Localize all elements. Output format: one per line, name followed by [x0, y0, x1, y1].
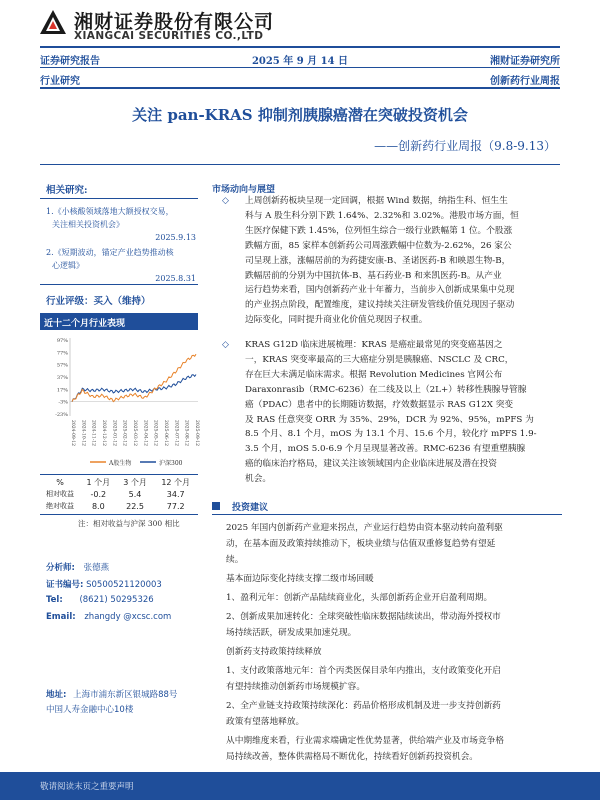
table-note: 注：相对收益与沪深 300 相比 — [78, 519, 180, 528]
kras-paragraph — [245, 338, 563, 487]
company-logo-icon — [38, 8, 68, 38]
performance-chart — [40, 332, 200, 472]
page-subtitle: ——创新药行业周报（9.8-9.13） — [374, 139, 556, 153]
text-line: 运行趋势来看，国内创新药产业十年蓄力，当前步入创新成果集中兑现 — [245, 285, 515, 296]
x-tick-label: 2025-03-12 — [132, 420, 137, 446]
y-tick-label: -23% — [55, 412, 68, 418]
row-label: 绝对收益 — [46, 502, 74, 510]
series-line-hs300 — [72, 375, 196, 402]
analyst-address-line: 上海市浦东新区银城路88号 — [73, 690, 178, 700]
text-line: 跌幅居前的分别为中国抗体-B、基石药业-B 和来凯医药-B。从产业 — [245, 270, 502, 281]
text-line: 8.5 个月、8.1 个月，mOS 为 13.1 个月、15.6 个月，较化疗 mPFS 1.9- — [245, 429, 537, 440]
x-tick-label: 2024-12-12 — [101, 420, 106, 446]
analyst-address — [46, 688, 177, 700]
text-line: 癌（PDAC）患者中的长期随访数据，疗效数据显示 RAS G12X 突变 — [245, 399, 514, 410]
x-tick-label: 2025-02-12 — [121, 420, 127, 446]
x-tick-label: 2025-04-12 — [142, 420, 148, 446]
text-line: 及 RAS 任意突变 ORR 为 35%、29%，DCR 为 92%、95%，mPFS 为 — [245, 414, 534, 425]
analyst-email-label: Email: — [46, 612, 76, 622]
analyst-cert — [46, 578, 162, 590]
table-row — [40, 488, 198, 500]
text-line: 从中期维度来看，行业需求端确定性优势显著，供给端产业及市场竞争格 — [226, 736, 504, 746]
y-tick-label: 57% — [56, 362, 68, 369]
x-tick-label: 2024-09-12 — [70, 420, 75, 446]
series-line-bio — [72, 354, 196, 402]
text-line: 政策有望落地释放。 — [226, 717, 305, 727]
text-line: 续。 — [226, 555, 244, 565]
text-line: 一，KRAS 突变率最高的三大癌症分别是胰腺癌、NSCLC 及 CRC， — [245, 354, 514, 365]
related-item-date: 2025.8.31 — [155, 274, 196, 283]
related-item-date: 2025.9.13 — [155, 233, 196, 242]
analyst-name — [46, 561, 109, 573]
related-item-line: 心逻辑》 — [52, 261, 84, 270]
analyst-tel-label: Tel: — [46, 595, 63, 605]
x-tick-label: 2024-10-12 — [80, 420, 86, 446]
y-tick-label: -3% — [58, 399, 68, 406]
title-divider — [40, 164, 560, 165]
page-title: 关注 pan-KRAS 抑制剂胰腺癌潜在突破投资机会 — [132, 106, 468, 124]
market-paragraph — [245, 194, 563, 328]
table-header-row — [40, 476, 198, 488]
table-cell: 22.5 — [126, 501, 144, 511]
table-header-cell: 1 个月 — [86, 477, 111, 487]
text-line: 的产业拐点阶段，配置维度，建议持续关注研发管线价值兑现因子驱动 — [245, 300, 515, 311]
analyst-address-line: 中国人寿金融中心10楼 — [46, 705, 134, 715]
text-line: 司呈现上涨，涨幅居前的为药捷安康-B、圣诺医药-B 和映恩生物-B， — [245, 255, 511, 266]
section-heading-market: 市场动向与展望 — [212, 185, 276, 195]
x-tick-label: 2025-06-12 — [163, 420, 168, 446]
text-line: 癌的临床治疗格局，建议关注该领域国内企业临床进展及潜在投资 — [245, 459, 497, 470]
bullet-icon: ◇ — [222, 340, 229, 350]
related-item-line: 关注相关投资机会》 — [52, 220, 124, 229]
text-line: 场持续活跃，研发成果加速兑现。 — [226, 628, 357, 638]
investment-body — [226, 520, 564, 765]
text-line: 跌幅方面，85 家样本创新药公司周涨跌幅中位数为-2.62%，26 家公 — [245, 240, 512, 251]
analyst-email[interactable] — [46, 612, 171, 622]
analyst-cert-value: S0500521120003 — [86, 580, 162, 590]
table-header-cell: 3 个月 — [123, 477, 147, 487]
text-line: 边际变化，同时提升商业化价值兑现因子权重。 — [245, 315, 428, 326]
table-cell: 8.0 — [91, 501, 105, 511]
related-divider — [40, 198, 198, 199]
report-date: 2025 年 9 月 14 日 — [251, 56, 349, 67]
header-divider — [40, 67, 560, 68]
text-line: 上周创新药板块呈现一定回调，根据 Wind 数据，纳指生科、恒生生 — [245, 196, 508, 206]
text-line: KRAS G12D 临床进展梳理：KRAS 是癌症最常见的突变癌基因之 — [245, 340, 503, 350]
table-cell: 34.7 — [166, 489, 185, 499]
table-bottom-rule — [40, 514, 198, 515]
text-line: 创新药支持政策持续释放 — [226, 647, 322, 657]
text-line: 动，在基本面及政策持续推动下，板块业绩与估值双重修复趋势有望延 — [226, 539, 496, 549]
section-marker-icon — [212, 502, 220, 510]
table-cell: 5.4 — [128, 489, 142, 499]
performance-table — [40, 476, 198, 512]
text-line: 存在巨大未满足临床需求。根据 Revolution Medicines 官网公布 — [245, 369, 503, 380]
table-cell: 77.2 — [166, 501, 185, 511]
report-type: 证券研究报告 — [40, 56, 100, 67]
y-tick-label: 77% — [56, 350, 68, 357]
y-tick-label: 97% — [56, 338, 68, 344]
x-tick-label: 2025-05-12 — [152, 420, 158, 446]
y-tick-label: 17% — [56, 387, 68, 394]
header-divider — [40, 46, 560, 48]
x-tick-label: 2025-07-12 — [173, 420, 179, 446]
report-series: 创新药行业周报 — [490, 76, 560, 87]
section-heading-investment: 投资建议 — [232, 503, 269, 513]
institute: 湘财证券研究所 — [490, 56, 560, 67]
company-name-en: XIANGCAI SECURITIES CO.,LTD — [74, 30, 264, 42]
text-line: 科与 A 股生科分别下跌 1.64%、2.32%和 3.02%。港股市场方面，恒 — [245, 210, 519, 221]
related-item[interactable] — [46, 246, 196, 285]
analyst-name-value: 张德燕 — [83, 563, 110, 573]
text-line: 2、全产业链支持政策持续深化：药品价格形成机制及进一步支持创新药 — [226, 701, 501, 711]
related-item-line: 1.《小核酸领域落地大额授权交易， — [46, 207, 174, 216]
text-line: 2025 年国内创新药产业迎来拐点，产业运行趋势由资本驱动转向盈利驱 — [226, 523, 503, 533]
legend-label-bio: A股生物 — [109, 460, 132, 467]
analyst-name-label: 分析师: — [46, 563, 75, 573]
text-line: 1、支付政策落地元年：首个丙类医保目录年内推出，支付政策变化开启 — [226, 666, 501, 676]
row-label: 相对收益 — [46, 490, 74, 498]
analyst-address-label: 地址: — [46, 690, 67, 700]
bullet-icon: ◇ — [222, 196, 229, 206]
analyst-tel-value: (8621) 50295326 — [79, 595, 154, 605]
text-line: 1、盈利元年：创新产品陆续商业化，头部创新药企业开启盈利周期。 — [226, 593, 493, 603]
text-line: Daraxonrasib（RMC-6236）在二线及以上（2L+）转移性胰腺导管腺 — [245, 384, 527, 395]
x-tick-label: 2024-11-12 — [90, 420, 96, 446]
company-name-cn: 湘财证券股份有限公司 — [74, 11, 275, 33]
related-divider — [40, 284, 198, 285]
related-heading: 相关研究: — [46, 185, 88, 196]
text-line: 基本面边际变化持续支撑二级市场回暖 — [226, 574, 374, 584]
related-item-line: 2.《短期波动，锚定产业趋势推动核 — [46, 248, 174, 257]
analyst-cert-label: 证书编号: — [46, 580, 84, 590]
x-tick-label: 2025-08-12 — [183, 420, 189, 446]
related-item[interactable] — [46, 205, 196, 244]
text-line: 生医疗保健下跌 1.45%，位列恒生综合一级行业跌幅第 1 位。个股涨 — [245, 225, 513, 236]
table-top-rule — [40, 474, 198, 475]
text-line: 机会。 — [245, 474, 272, 485]
x-tick-label: 2025-09-12 — [194, 420, 199, 446]
category: 行业研究 — [40, 76, 80, 87]
table-cell: -0.2 — [90, 489, 107, 499]
header-divider — [40, 87, 560, 89]
table-row — [40, 500, 198, 512]
analyst-tel — [46, 595, 154, 605]
footer-disclaimer[interactable]: 敬请阅读末页之重要声明 — [40, 782, 134, 792]
text-line: 局持续改善，整体供需格局不断优化，持续看好创新药投资机会。 — [226, 752, 478, 762]
text-line: 有望持续推动创新药市场规模扩容。 — [226, 682, 365, 692]
y-tick-label: 37% — [56, 375, 68, 381]
section-divider — [212, 514, 562, 515]
industry-rating: 行业评级：买入（维持） — [46, 296, 151, 307]
x-tick-label: 2025-01-12 — [111, 420, 117, 446]
text-line: 3.5 个月，mOS 5.0-6.9 个月呈现显著改善。RMC-6236 有望重塑胰腺 — [245, 444, 526, 455]
table-header-cell: 12 个月 — [161, 477, 191, 487]
analyst-email-value: zhangdy @xcsc.com — [84, 612, 172, 622]
text-line: 2、创新成果加速转化：全球突破性临床数据陆续读出，带动海外授权市 — [226, 612, 501, 622]
table-header-cell: % — [56, 477, 64, 487]
legend-label-hs300: 沪深300 — [159, 460, 183, 467]
performance-title: 近十二个月行业表现 — [44, 319, 126, 329]
chart-legend — [90, 459, 183, 467]
